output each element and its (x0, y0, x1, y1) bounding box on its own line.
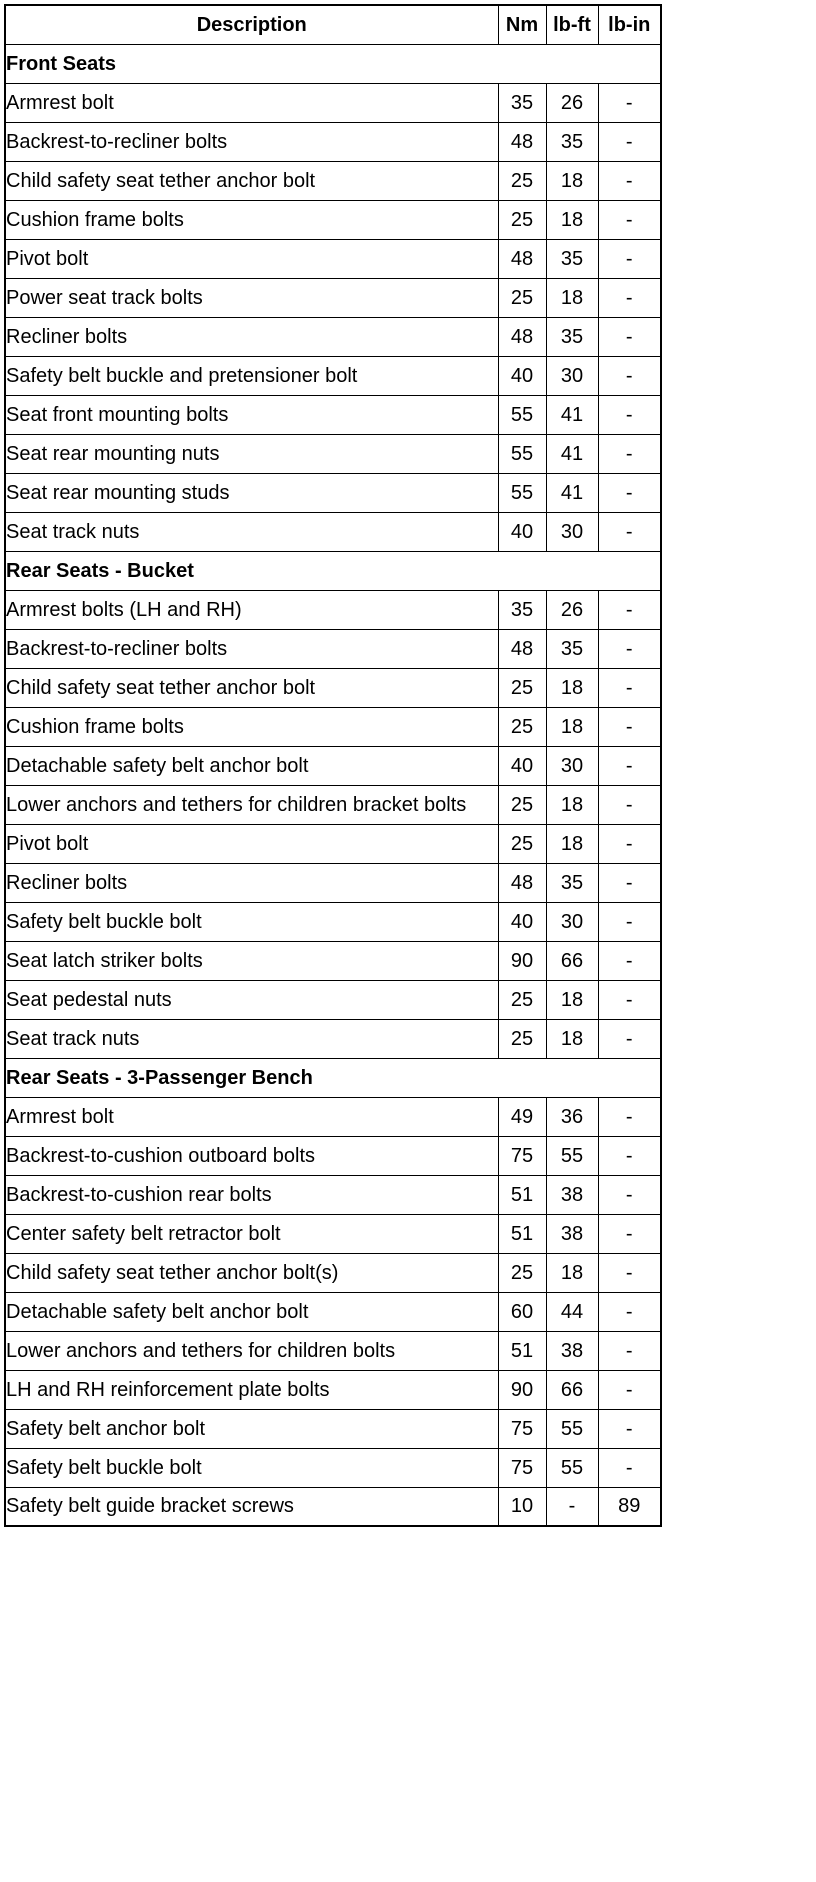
row-description: Safety belt buckle and pretensioner bolt (5, 356, 498, 395)
header-description: Description (5, 5, 498, 44)
row-lb-ft-value: 38 (546, 1175, 598, 1214)
header-lb-ft: lb-ft (546, 5, 598, 44)
row-description: Seat rear mounting nuts (5, 434, 498, 473)
row-lb-in-value: - (598, 590, 661, 629)
row-nm-value: 48 (498, 317, 546, 356)
row-lb-in-value: - (598, 356, 661, 395)
table-row (5, 863, 661, 902)
row-lb-ft-value: 44 (546, 1292, 598, 1331)
row-description: Recliner bolts (5, 317, 498, 356)
row-description: Lower anchors and tethers for children bracket bolts (5, 785, 498, 824)
row-lb-in-value: - (598, 785, 661, 824)
row-description: Pivot bolt (5, 239, 498, 278)
row-lb-in-value: - (598, 278, 661, 317)
row-nm-value: 55 (498, 434, 546, 473)
row-nm-value: 25 (498, 200, 546, 239)
table-row (5, 590, 661, 629)
row-lb-in-value: - (598, 395, 661, 434)
table-row (5, 1019, 661, 1058)
row-nm-value: 25 (498, 980, 546, 1019)
row-description: Safety belt buckle bolt (5, 902, 498, 941)
table-row (5, 1136, 661, 1175)
row-nm-value: 10 (498, 1487, 546, 1526)
row-lb-in-value: - (598, 1409, 661, 1448)
row-lb-ft-value: 30 (546, 746, 598, 785)
row-lb-ft-value: 18 (546, 1019, 598, 1058)
row-nm-value: 35 (498, 83, 546, 122)
row-lb-in-value: - (598, 668, 661, 707)
row-nm-value: 55 (498, 473, 546, 512)
row-description: Seat track nuts (5, 512, 498, 551)
row-lb-ft-value: 35 (546, 239, 598, 278)
row-nm-value: 40 (498, 746, 546, 785)
row-description: Seat front mounting bolts (5, 395, 498, 434)
row-nm-value: 35 (498, 590, 546, 629)
table-row (5, 356, 661, 395)
row-lb-ft-value: 38 (546, 1214, 598, 1253)
row-description: Power seat track bolts (5, 278, 498, 317)
row-description: Child safety seat tether anchor bolt(s) (5, 1253, 498, 1292)
row-lb-ft-value: 66 (546, 941, 598, 980)
row-description: Backrest-to-recliner bolts (5, 629, 498, 668)
row-lb-in-value: - (598, 1370, 661, 1409)
row-description: Seat latch striker bolts (5, 941, 498, 980)
table-row (5, 122, 661, 161)
row-description: Lower anchors and tethers for children bolts (5, 1331, 498, 1370)
table-row (5, 902, 661, 941)
row-lb-in-value: - (598, 1136, 661, 1175)
row-lb-ft-value: 30 (546, 512, 598, 551)
table-row (5, 239, 661, 278)
row-description: LH and RH reinforcement plate bolts (5, 1370, 498, 1409)
row-lb-in-value: - (598, 1253, 661, 1292)
table-row (5, 1331, 661, 1370)
row-description: Detachable safety belt anchor bolt (5, 1292, 498, 1331)
table-row (5, 200, 661, 239)
table-row (5, 1370, 661, 1409)
row-description: Seat track nuts (5, 1019, 498, 1058)
row-description: Safety belt guide bracket screws (5, 1487, 498, 1526)
row-lb-in-value: - (598, 1214, 661, 1253)
row-description: Cushion frame bolts (5, 707, 498, 746)
row-nm-value: 49 (498, 1097, 546, 1136)
row-nm-value: 25 (498, 1019, 546, 1058)
row-nm-value: 75 (498, 1136, 546, 1175)
table-row (5, 1487, 661, 1526)
table-row (5, 668, 661, 707)
row-nm-value: 48 (498, 122, 546, 161)
row-nm-value: 90 (498, 1370, 546, 1409)
row-lb-ft-value: 18 (546, 668, 598, 707)
row-nm-value: 40 (498, 356, 546, 395)
row-description: Safety belt anchor bolt (5, 1409, 498, 1448)
row-description: Child safety seat tether anchor bolt (5, 161, 498, 200)
row-nm-value: 48 (498, 863, 546, 902)
row-lb-in-value: - (598, 902, 661, 941)
row-lb-ft-value: 38 (546, 1331, 598, 1370)
section-header-row (5, 551, 661, 590)
row-nm-value: 25 (498, 824, 546, 863)
row-description: Armrest bolts (LH and RH) (5, 590, 498, 629)
row-lb-ft-value: 35 (546, 629, 598, 668)
row-nm-value: 60 (498, 1292, 546, 1331)
row-lb-in-value: - (598, 512, 661, 551)
row-nm-value: 25 (498, 1253, 546, 1292)
row-lb-in-value: - (598, 707, 661, 746)
row-lb-ft-value: 36 (546, 1097, 598, 1136)
row-lb-ft-value: 41 (546, 473, 598, 512)
torque-spec-table-container (4, 4, 662, 1527)
table-row (5, 1097, 661, 1136)
row-lb-in-value: - (598, 200, 661, 239)
row-description: Center safety belt retractor bolt (5, 1214, 498, 1253)
header-lb-in: lb-in (598, 5, 661, 44)
row-lb-ft-value: 55 (546, 1448, 598, 1487)
row-lb-in-value: - (598, 746, 661, 785)
row-lb-ft-value: 18 (546, 980, 598, 1019)
row-nm-value: 51 (498, 1175, 546, 1214)
row-description: Seat pedestal nuts (5, 980, 498, 1019)
row-nm-value: 25 (498, 668, 546, 707)
row-nm-value: 25 (498, 785, 546, 824)
row-nm-value: 48 (498, 629, 546, 668)
row-nm-value: 25 (498, 278, 546, 317)
row-lb-in-value: - (598, 941, 661, 980)
row-lb-in-value: - (598, 161, 661, 200)
table-header-row (5, 5, 661, 44)
row-lb-in-value: - (598, 239, 661, 278)
row-lb-in-value: - (598, 317, 661, 356)
table-row (5, 317, 661, 356)
row-description: Armrest bolt (5, 83, 498, 122)
row-nm-value: 25 (498, 161, 546, 200)
row-lb-ft-value: 41 (546, 395, 598, 434)
row-nm-value: 40 (498, 512, 546, 551)
table-row (5, 1409, 661, 1448)
table-row (5, 707, 661, 746)
row-lb-in-value: - (598, 1331, 661, 1370)
row-lb-in-value: - (598, 824, 661, 863)
table-row (5, 83, 661, 122)
row-description: Cushion frame bolts (5, 200, 498, 239)
row-lb-ft-value: 26 (546, 83, 598, 122)
row-lb-in-value: 89 (598, 1487, 661, 1526)
table-row (5, 278, 661, 317)
row-nm-value: 75 (498, 1409, 546, 1448)
section-title: Rear Seats - Bucket (5, 551, 661, 590)
row-description: Backrest-to-cushion outboard bolts (5, 1136, 498, 1175)
row-description: Armrest bolt (5, 1097, 498, 1136)
row-nm-value: 75 (498, 1448, 546, 1487)
row-lb-ft-value: 18 (546, 278, 598, 317)
row-lb-in-value: - (598, 473, 661, 512)
row-lb-ft-value: - (546, 1487, 598, 1526)
section-title: Front Seats (5, 44, 661, 83)
table-body (5, 44, 661, 1526)
row-lb-ft-value: 30 (546, 356, 598, 395)
section-title: Rear Seats - 3-Passenger Bench (5, 1058, 661, 1097)
row-lb-in-value: - (598, 629, 661, 668)
table-row (5, 395, 661, 434)
row-lb-ft-value: 26 (546, 590, 598, 629)
row-lb-ft-value: 30 (546, 902, 598, 941)
table-row (5, 1253, 661, 1292)
row-lb-in-value: - (598, 122, 661, 161)
table-row (5, 473, 661, 512)
section-header-row (5, 44, 661, 83)
table-row (5, 1292, 661, 1331)
torque-spec-table (4, 4, 662, 1527)
row-lb-ft-value: 18 (546, 161, 598, 200)
row-lb-in-value: - (598, 980, 661, 1019)
table-row (5, 785, 661, 824)
row-description: Safety belt buckle bolt (5, 1448, 498, 1487)
row-lb-in-value: - (598, 1448, 661, 1487)
row-description: Backrest-to-recliner bolts (5, 122, 498, 161)
row-lb-ft-value: 35 (546, 863, 598, 902)
row-description: Detachable safety belt anchor bolt (5, 746, 498, 785)
row-lb-ft-value: 41 (546, 434, 598, 473)
table-row (5, 941, 661, 980)
table-row (5, 1448, 661, 1487)
row-lb-in-value: - (598, 1019, 661, 1058)
row-description: Pivot bolt (5, 824, 498, 863)
row-lb-in-value: - (598, 1097, 661, 1136)
header-nm: Nm (498, 5, 546, 44)
row-nm-value: 55 (498, 395, 546, 434)
table-row (5, 746, 661, 785)
row-lb-ft-value: 18 (546, 785, 598, 824)
row-lb-ft-value: 35 (546, 317, 598, 356)
row-lb-in-value: - (598, 863, 661, 902)
row-lb-in-value: - (598, 1292, 661, 1331)
row-lb-ft-value: 18 (546, 200, 598, 239)
table-row (5, 161, 661, 200)
row-lb-in-value: - (598, 1175, 661, 1214)
row-lb-in-value: - (598, 434, 661, 473)
row-description: Backrest-to-cushion rear bolts (5, 1175, 498, 1214)
row-description: Seat rear mounting studs (5, 473, 498, 512)
table-row (5, 980, 661, 1019)
table-row (5, 434, 661, 473)
table-row (5, 824, 661, 863)
row-lb-ft-value: 35 (546, 122, 598, 161)
row-nm-value: 51 (498, 1331, 546, 1370)
row-lb-ft-value: 55 (546, 1409, 598, 1448)
row-lb-ft-value: 18 (546, 1253, 598, 1292)
table-row (5, 629, 661, 668)
row-lb-ft-value: 55 (546, 1136, 598, 1175)
row-description: Recliner bolts (5, 863, 498, 902)
row-lb-ft-value: 18 (546, 824, 598, 863)
row-lb-in-value: - (598, 83, 661, 122)
row-nm-value: 25 (498, 707, 546, 746)
row-nm-value: 90 (498, 941, 546, 980)
row-nm-value: 48 (498, 239, 546, 278)
table-row (5, 512, 661, 551)
row-description: Child safety seat tether anchor bolt (5, 668, 498, 707)
table-row (5, 1214, 661, 1253)
row-nm-value: 51 (498, 1214, 546, 1253)
row-nm-value: 40 (498, 902, 546, 941)
row-lb-ft-value: 66 (546, 1370, 598, 1409)
table-row (5, 1175, 661, 1214)
section-header-row (5, 1058, 661, 1097)
row-lb-ft-value: 18 (546, 707, 598, 746)
